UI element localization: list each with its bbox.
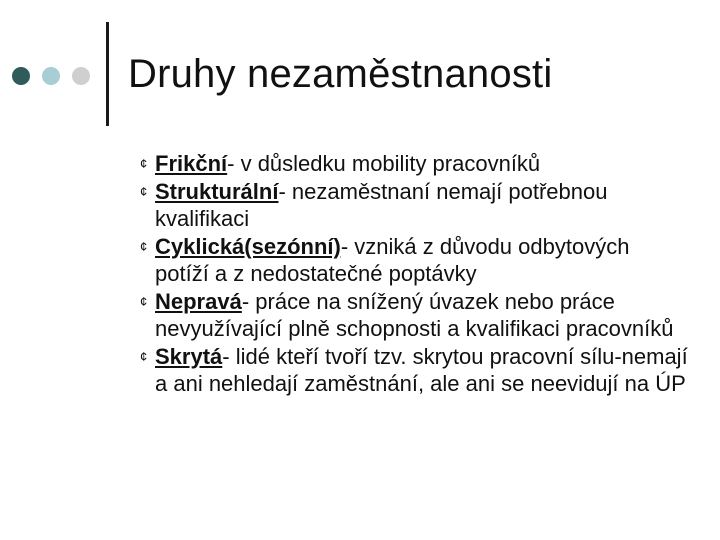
bullet-list (140, 150, 688, 398)
term-strukturalni: Strukturální (155, 178, 279, 204)
bullet-item-frikcni (140, 150, 688, 178)
term-frikcni: Frikční (155, 151, 228, 176)
title-divider (106, 22, 109, 126)
bullet-item-strukturalni (140, 178, 688, 233)
decorative-dot-light-blue (42, 67, 60, 85)
hollow-circle-bullet-icon: ¢ (140, 183, 148, 199)
term-skryta: Skrytá (155, 343, 223, 369)
bullet-text-strukturalni: - nezaměstnaní nemají potřebnou kvalifikaci (155, 178, 608, 231)
bullet-item-cyklicka (140, 233, 688, 288)
term-cyklicka: Cyklická(sezónní) (155, 233, 341, 259)
hollow-circle-bullet-icon: ¢ (140, 156, 148, 171)
decorative-dot-gray (72, 67, 90, 85)
slide-title: Druhy nezaměstnanosti (128, 52, 553, 96)
hollow-circle-bullet-icon: ¢ (140, 348, 148, 364)
term-neprava: Nepravá (155, 288, 242, 314)
hollow-circle-bullet-icon: ¢ (140, 293, 148, 309)
bullet-text-frikcni: - v důsledku mobility pracovníků (227, 151, 541, 176)
bullet-text-neprava: - práce na snížený úvazek nebo práce nevyužívající plně schopnosti a kvalifikaci pracovníků (155, 288, 674, 341)
bullet-item-nepravа (140, 288, 688, 343)
bullet-item-skryta (140, 343, 688, 398)
hollow-circle-bullet-icon: ¢ (140, 238, 148, 254)
bullet-text-skryta: - lidé kteří tvoří tzv. skrytou pracovní sílu-nemají a ani nehledají zaměstnání, ale ani se neevidují na ÚP (155, 343, 688, 396)
bullet-text-cyklicka: - vzniká z důvodu odbytových potíží a z nedostatečné poptávky (155, 233, 630, 286)
decorative-dot-dark (12, 67, 30, 85)
